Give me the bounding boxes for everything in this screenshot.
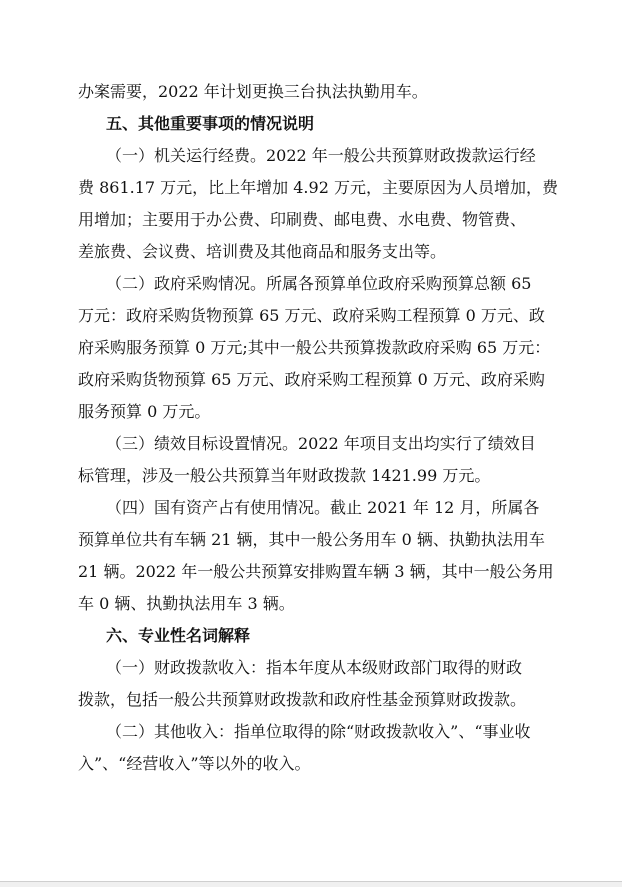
body-text-line: 服务预算 0 万元。 (78, 402, 211, 421)
body-text-line: 差旅费、会议费、培训费及其他商品和服务支出等。 (78, 242, 447, 261)
page-bottom-edge (0, 881, 622, 887)
paragraph-start-line: （一）财政拨款收入：指本年度从本级财政部门取得的财政 (106, 658, 523, 677)
body-text-line: 府采购服务预算 0 万元;其中一般公共预算拨款政府采购 65 万元： (78, 338, 551, 357)
body-text-line: 政府采购货物预算 65 万元、政府采购工程预算 0 万元、政府采购 (78, 370, 545, 389)
body-text-line: 车 0 辆、执勤执法用车 3 辆。 (78, 594, 295, 613)
paragraph-start-line: （二）其他收入：指单位取得的除“财政拨款收入”、“事业收 (106, 722, 531, 741)
paragraph-start-line: （二）政府采购情况。所属各预算单位政府采购预算总额 65 (106, 274, 532, 293)
section-heading: 六、专业性名词解释 (106, 626, 251, 645)
body-text-line: 预算单位共有车辆 21 辆，其中一般公务用车 0 辆、执勤执法用车 (78, 530, 545, 549)
body-text-line: 万元：政府采购货物预算 65 万元、政府采购工程预算 0 万元、政 (78, 306, 545, 325)
body-text-line: 入”、“经营收入”等以外的收入。 (78, 754, 311, 773)
body-text-line: 用增加；主要用于办公费、印刷费、邮电费、水电费、物管费、 (78, 210, 527, 229)
paragraph-start-line: （四）国有资产占有使用情况。截止 2021 年 12 月，所属各 (106, 498, 540, 517)
body-text-line: 办案需要，2022 年计划更换三台执法执勤用车。 (78, 82, 428, 101)
body-text-line: 21 辆。2022 年一般公共预算安排购置车辆 3 辆，其中一般公务用 (78, 562, 554, 581)
body-text-line: 费 861.17 万元，比上年增加 4.92 万元，主要原因为人员增加，费 (78, 178, 558, 197)
section-heading: 五、其他重要事项的情况说明 (106, 114, 315, 133)
paragraph-start-line: （一）机关运行经费。2022 年一般公共预算财政拨款运行经 (106, 146, 536, 165)
body-text-line: 拨款，包括一般公共预算财政拨款和政府性基金预算财政拨款。 (78, 690, 527, 709)
body-text-line: 标管理，涉及一般公共预算当年财政拨款 1421.99 万元。 (78, 466, 491, 485)
paragraph-start-line: （三）绩效目标设置情况。2022 年项目支出均实行了绩效目 (106, 434, 536, 453)
